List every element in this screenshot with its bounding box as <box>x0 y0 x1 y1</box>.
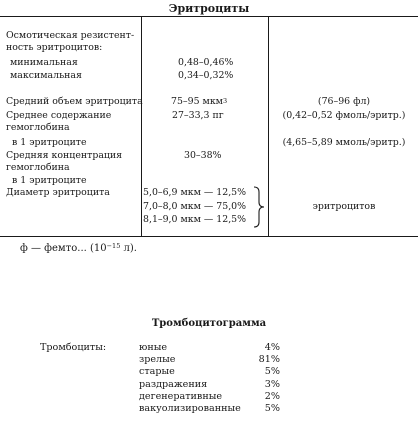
row-osmotic-label-1: Осмотическая резистент- <box>6 30 135 41</box>
row-osmotic-label-2: ность эритроцитов: <box>6 42 103 53</box>
thrombo-item-name: старые <box>139 366 175 377</box>
footnote-text: ф — фемто... (10 <box>20 243 107 254</box>
thrombocytogram-title: Тромбоцитограмма <box>151 318 267 329</box>
table-bottom-rule <box>0 236 418 237</box>
thrombo-item-name: раздражения <box>139 379 208 390</box>
row-mcv-value-sup: 3 <box>222 97 228 105</box>
row-mcv-value <box>171 96 227 108</box>
row-diameter-label: Диаметр эритроцита <box>6 187 110 198</box>
thrombo-item-name: зрелые <box>139 354 176 365</box>
thrombo-item-name: юные <box>139 342 168 353</box>
thrombo-item-name: вакуолизированные <box>139 403 241 414</box>
row-diameter-alt: эритроцитов <box>312 201 376 212</box>
row-mcv-label: Средний объем эритроцита <box>6 96 143 107</box>
row-mch-label-2: гемоглобина <box>6 122 70 133</box>
thrombo-item-value: 81% <box>258 354 280 365</box>
row-mcv-value-text: 75–95 мкм <box>171 96 223 107</box>
row-max-label: максимальная <box>10 70 82 81</box>
row-diameter-value-3: 8,1–9,0 мкм — 12,5% <box>143 214 247 225</box>
row-mch-alt-2: (4,65–5,89 ммоль/эритр.) <box>282 137 406 148</box>
row-max-value: 0,34–0,32% <box>178 70 234 81</box>
row-min-value: 0,48–0,46% <box>178 57 234 68</box>
diameter-brace <box>252 186 266 228</box>
thrombo-item-value: 3% <box>264 379 280 390</box>
row-mch-alt-1: (0,42–0,52 фмоль/эритр.) <box>282 110 406 121</box>
row-mchc-label-2: гемоглобина <box>6 162 70 173</box>
row-min-label: минимальная <box>10 57 78 68</box>
row-mchc-label-1: Средняя концентрация <box>6 150 123 161</box>
row-mch-label-1: Среднее содержание <box>6 110 112 121</box>
footnote-end: л). <box>120 243 137 254</box>
footnote-sup: −15 <box>106 242 121 250</box>
thrombo-item-value: 4% <box>264 342 280 353</box>
row-diameter-value-1: 5,0–6,9 мкм — 12,5% <box>143 187 247 198</box>
table-top-rule <box>0 16 418 17</box>
row-mchc-label-3: в 1 эритроците <box>12 175 87 186</box>
thrombo-item-name: дегенеративные <box>139 391 223 402</box>
thrombo-item-value: 2% <box>264 391 280 402</box>
thrombocytes-label: Тромбоциты: <box>40 342 107 353</box>
table-column-divider-2 <box>268 16 269 236</box>
row-mch-value: 27–33,3 пг <box>172 110 224 121</box>
row-mcv-alt: (76–96 фл) <box>317 96 371 107</box>
erythrocytes-title: Эритроциты <box>168 2 250 15</box>
row-mchc-value: 30–38% <box>184 150 222 161</box>
row-diameter-value-2: 7,0–8,0 мкм — 75,0% <box>143 201 247 212</box>
table-column-divider-1 <box>141 16 142 236</box>
thrombo-item-value: 5% <box>264 366 280 377</box>
row-mch-label-3: в 1 эритроците <box>12 137 87 148</box>
thrombo-item-value: 5% <box>264 403 280 414</box>
femto-footnote <box>20 243 137 254</box>
